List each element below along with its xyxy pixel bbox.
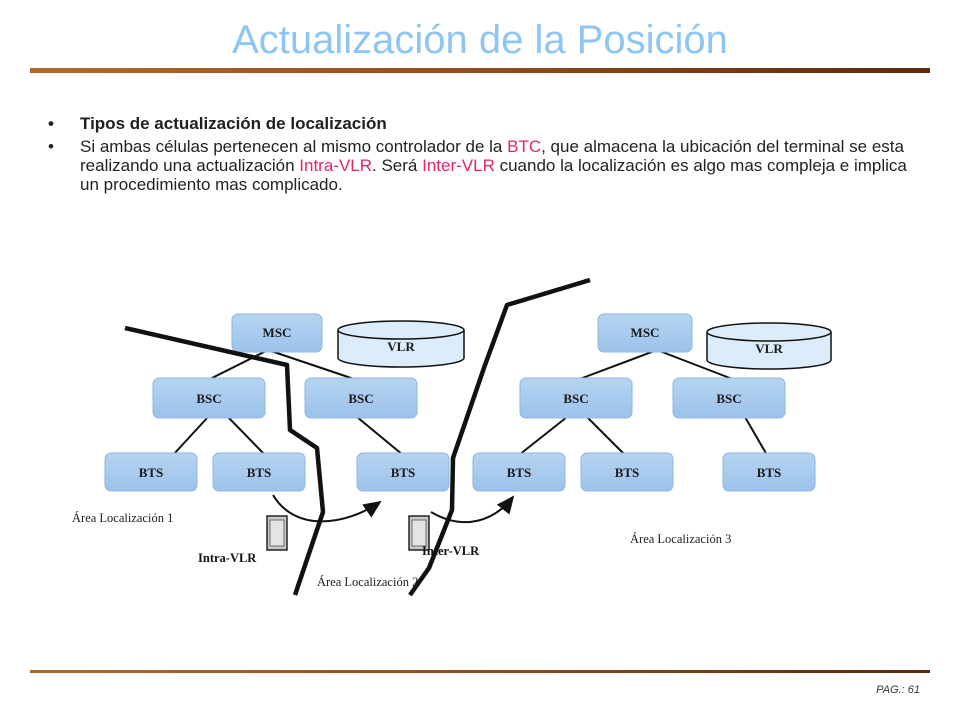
bullet-list xyxy=(48,114,908,198)
footer-divider xyxy=(30,670,930,673)
bsc-node-left-a xyxy=(153,378,265,418)
bts-label-left-a: BTS xyxy=(138,465,164,480)
area-label-2: Área Localización 2 xyxy=(317,575,419,589)
bullet-item-1 xyxy=(48,114,908,133)
bullet-text-2c: . Será xyxy=(372,156,423,175)
mobile-terminal-icon xyxy=(267,516,287,550)
bts-node-left-b xyxy=(213,453,305,491)
intra-vlr-label: Intra-VLR xyxy=(198,551,257,565)
highlight-intra-vlr: Intra-VLR xyxy=(299,156,373,175)
bsc-label-right-a: BSC xyxy=(563,391,589,406)
bullet-item-2 xyxy=(48,137,908,194)
msc-label-left: MSC xyxy=(262,325,292,340)
bts-node-right-a xyxy=(473,453,565,491)
msc-label-right: MSC xyxy=(630,325,660,340)
bsc-label-left-b: BSC xyxy=(348,391,374,406)
highlight-inter-vlr: Inter-VLR xyxy=(422,156,495,175)
bullet-text-2b: , que almacena la ubicación del terminal se esta realizando una actualización xyxy=(80,137,904,175)
title-divider xyxy=(30,68,930,73)
bsc-label-left-a: BSC xyxy=(196,391,222,406)
bullet-text-2d: cuando la localización es algo mas compleja e implica un procedimiento mas complicado. xyxy=(80,156,907,194)
bts-node-right-c xyxy=(723,453,815,491)
bullet-dot-icon: • xyxy=(48,137,54,156)
vlr-label-left: VLR xyxy=(387,339,415,354)
bts-node-right-b xyxy=(581,453,673,491)
bsc-node-right-a xyxy=(520,378,632,418)
vlr-label-right: VLR xyxy=(755,341,783,356)
bts-label-left-b: BTS xyxy=(246,465,272,480)
bsc-node-left-b xyxy=(305,378,417,418)
bullet-text-2a: Si ambas células pertenecen al mismo controlador de la xyxy=(80,137,508,156)
page-number: PAG.: 61 xyxy=(876,684,920,696)
bts-node-left-c xyxy=(357,453,449,491)
bullet-dot-icon: • xyxy=(48,114,54,133)
network-diagram xyxy=(55,250,880,640)
area-label-3: Área Localización 3 xyxy=(630,532,732,546)
bts-label-left-c: BTS xyxy=(390,465,416,480)
bsc-label-right-b: BSC xyxy=(716,391,742,406)
bsc-node-right-b xyxy=(673,378,785,418)
msc-node-left xyxy=(232,314,322,352)
highlight-btc: BTC xyxy=(507,137,542,156)
msc-node-right xyxy=(598,314,692,352)
slide-title: Actualización de la Posición xyxy=(232,18,728,62)
bts-label-right-a: BTS xyxy=(506,465,532,480)
vlr-database-left xyxy=(338,321,464,367)
bullet-text-1: Tipos de actualización de localización xyxy=(80,114,387,133)
bts-node-left-a xyxy=(105,453,197,491)
bts-label-right-b: BTS xyxy=(614,465,640,480)
area-label-1: Área Localización 1 xyxy=(72,511,174,525)
inter-vlr-label: Inter-VLR xyxy=(422,544,480,558)
bts-label-right-c: BTS xyxy=(756,465,782,480)
vlr-database-right xyxy=(707,323,831,369)
diagram-background xyxy=(55,250,880,640)
